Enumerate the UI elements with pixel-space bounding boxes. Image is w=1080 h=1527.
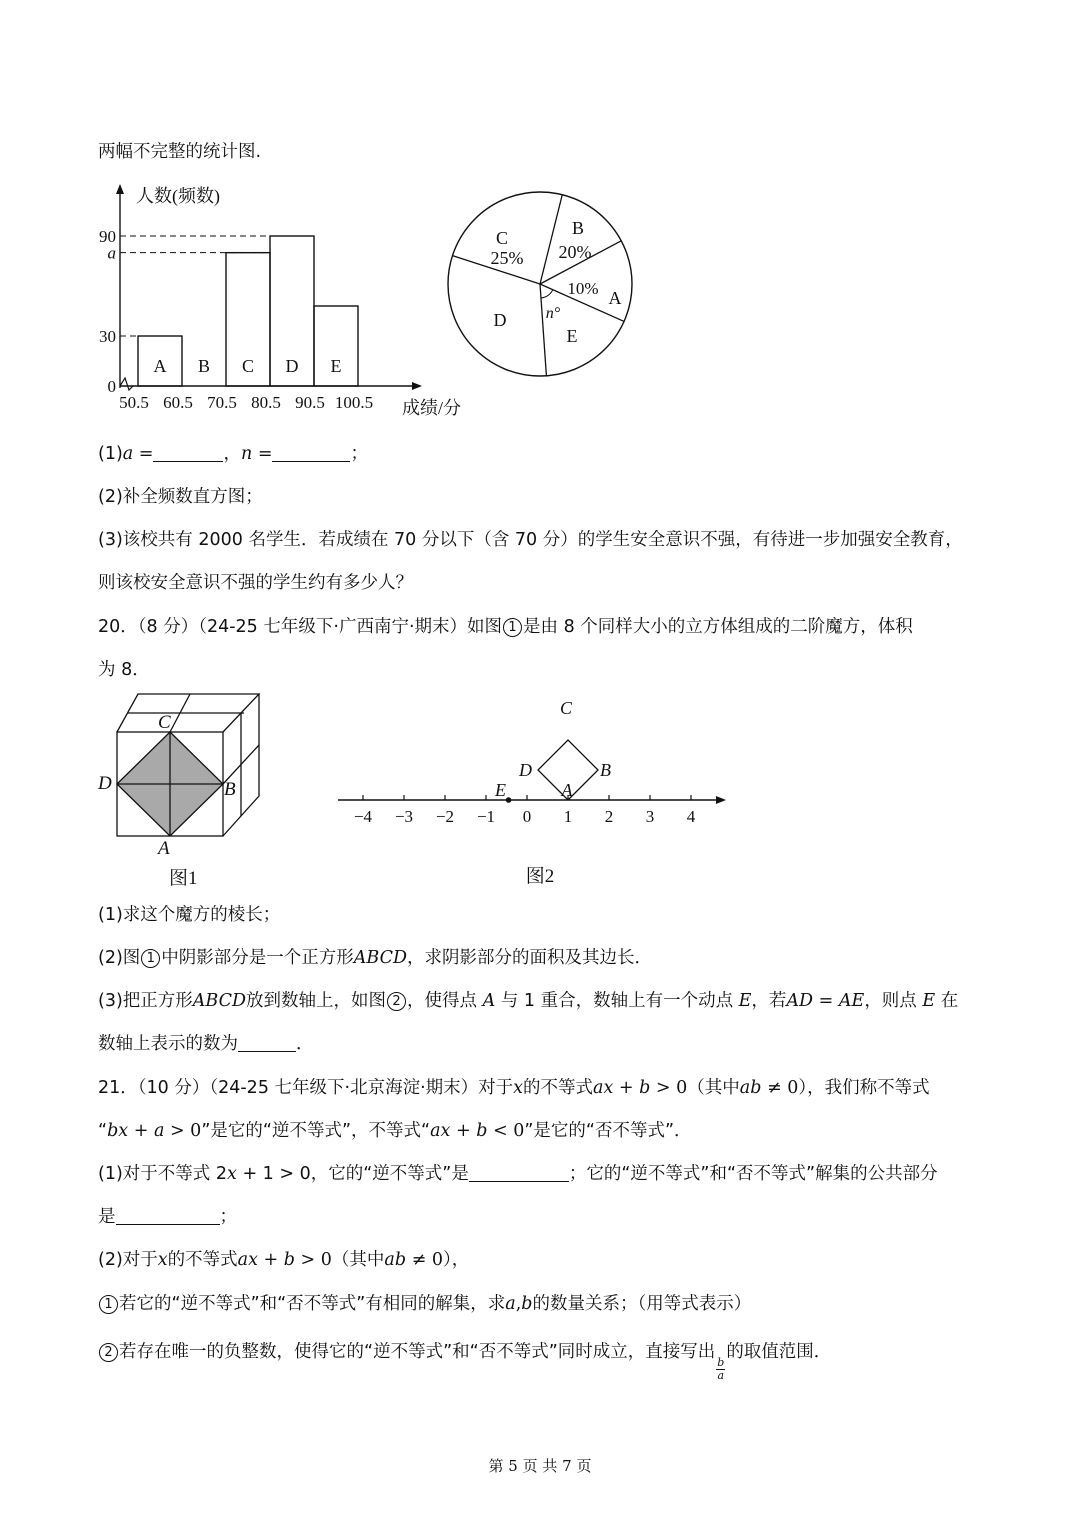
pie-label: 25%: [490, 248, 524, 268]
x-tick-label: 50.5: [119, 393, 149, 412]
angle-label: n°: [545, 305, 561, 322]
q20-heading-cont: 为 8．: [98, 660, 150, 680]
answer-blank-a[interactable]: [153, 443, 223, 462]
pie-label: D: [493, 310, 507, 330]
label-a: A: [561, 780, 573, 800]
q21-part2: (2)对于x的不等式ax + b > 0（其中ab ≠ 0），: [98, 1250, 470, 1270]
q19-part3: (3)该校共有 2000 名学生．若成绩在 70 分以下（含 70 分）的学生安全意识不强，有待进一步加强安全教育，: [98, 530, 963, 550]
x-tick-label: 60.5: [163, 393, 193, 412]
answer-blank-inverse[interactable]: [469, 1163, 569, 1182]
point-e: [506, 797, 512, 803]
tick-label: 4: [686, 807, 696, 826]
q20-part2: (2)图 1 中阴影部分是一个正方形ABCD，求阴影部分的面积及其边长．: [98, 948, 653, 968]
y-tick-label: 0: [107, 377, 116, 396]
q20-part3-cont: 数轴上表示的数为 ．: [98, 1034, 314, 1054]
y-axis-label: 人数(频数): [136, 186, 220, 206]
label-d: D: [98, 773, 112, 794]
label-b: B: [224, 779, 236, 800]
x-tick-label: 80.5: [251, 393, 281, 412]
q20-heading: 20．（8 分）（24-25 七年级下·广西南宁·期末）如图 1 是由 8 个同样大小的立方体组成的二阶魔方，体积: [98, 617, 913, 637]
tick-label: 2: [604, 807, 614, 826]
pie-label: 10%: [567, 279, 599, 298]
answer-blank-e[interactable]: [238, 1033, 296, 1052]
x-axis-label: 成绩/分: [402, 398, 462, 418]
pie-boundary: [540, 195, 562, 284]
x-axis-arrow: [412, 382, 422, 390]
bar-label: C: [241, 356, 255, 376]
y-axis-arrow: [116, 184, 124, 194]
figure-1-caption: 图1: [169, 868, 198, 888]
figure-2-caption: 图2: [525, 866, 555, 887]
pie-label: A: [608, 288, 622, 308]
tick-label: 3: [645, 807, 655, 826]
intro-text: 两幅不完整的统计图.: [98, 142, 262, 162]
answer-blank-common[interactable]: [116, 1206, 220, 1225]
q20-part3: (3)把正方形ABCD放到数轴上，如图 2 ，使得点 A 与 1 重合，数轴上有一个动点 E，若AD = AE，则点 E 在: [98, 991, 959, 1011]
pie-chart: [445, 178, 645, 378]
tick-label: −3: [394, 807, 414, 826]
pie-label: E: [566, 326, 578, 346]
q21-sub1: 1 若它的“逆不等式”和“否不等式”有相同的解集，求a,b的数量关系；（用等式表示）: [98, 1292, 751, 1316]
q21-sub2: 2 若存在唯一的负整数，使得它的“逆不等式”和“否不等式”同时成立，直接写出 $\frac{b}{a}$ 的取值范围．: [98, 1340, 831, 1382]
q21-part1-cont: 是 ；: [98, 1207, 237, 1227]
label-b: B: [600, 760, 611, 780]
tick-label: −4: [353, 807, 373, 826]
angle-arc: [541, 290, 553, 298]
answer-blank-n[interactable]: [272, 443, 350, 462]
bar-label: E: [330, 356, 342, 376]
label-d: D: [519, 760, 532, 780]
y-tick-label: a: [107, 243, 116, 263]
bar-label: B: [197, 356, 211, 376]
q19-part2: (2)补全频数直方图；: [98, 487, 263, 507]
tick-label: 1: [563, 807, 573, 826]
tick-label: 0: [522, 807, 532, 826]
figure-2-number-line: [330, 690, 740, 890]
number-line-arrow: [716, 796, 726, 804]
q20-part1: (1)求这个魔方的棱长；: [98, 905, 281, 925]
q19-part3-cont: 则该校安全意识不强的学生约有多少人？: [98, 573, 413, 593]
pie-label: 20%: [558, 242, 592, 262]
bar-label: D: [285, 356, 299, 376]
bar-label: A: [153, 356, 167, 376]
y-tick-label: 90: [99, 227, 116, 246]
pie-label: C: [495, 228, 509, 248]
label-c: C: [158, 712, 171, 733]
label-c: C: [559, 698, 573, 718]
x-tick-label: 100.5: [334, 393, 374, 412]
fraction-b-over-a: $\frac{b}{a}$: [717, 1356, 725, 1382]
label-e: E: [495, 780, 507, 800]
q21-part1: (1)对于不等式 2x + 1 > 0，它的“逆不等式”是 ；它的“逆不等式”和“否不等式”解集的公共部分: [98, 1164, 938, 1184]
q19-part1: (1)a = ，n = ；: [98, 444, 368, 464]
pie-label: B: [571, 218, 585, 238]
q21-heading: 21．（10 分）（24-25 七年级下·北京海淀·期末）对于x的不等式ax + b > 0（其中ab ≠ 0），我们称不等式: [98, 1078, 930, 1098]
axis-break: [120, 378, 133, 390]
tick-label: −1: [476, 807, 496, 826]
x-tick-label: 70.5: [207, 393, 237, 412]
page-footer: 第 5 页 共 7 页: [488, 1457, 592, 1475]
tick-label: −2: [435, 807, 455, 826]
q21-heading-cont: “bx + a > 0”是它的“逆不等式”，不等式“ax + b < 0”是它的“否不等式”．: [98, 1121, 692, 1141]
label-a: A: [158, 838, 170, 859]
figure-1-cube: [92, 688, 282, 888]
histogram-chart: [90, 178, 480, 428]
y-tick-label: 30: [99, 327, 116, 346]
x-tick-label: 90.5: [295, 393, 325, 412]
